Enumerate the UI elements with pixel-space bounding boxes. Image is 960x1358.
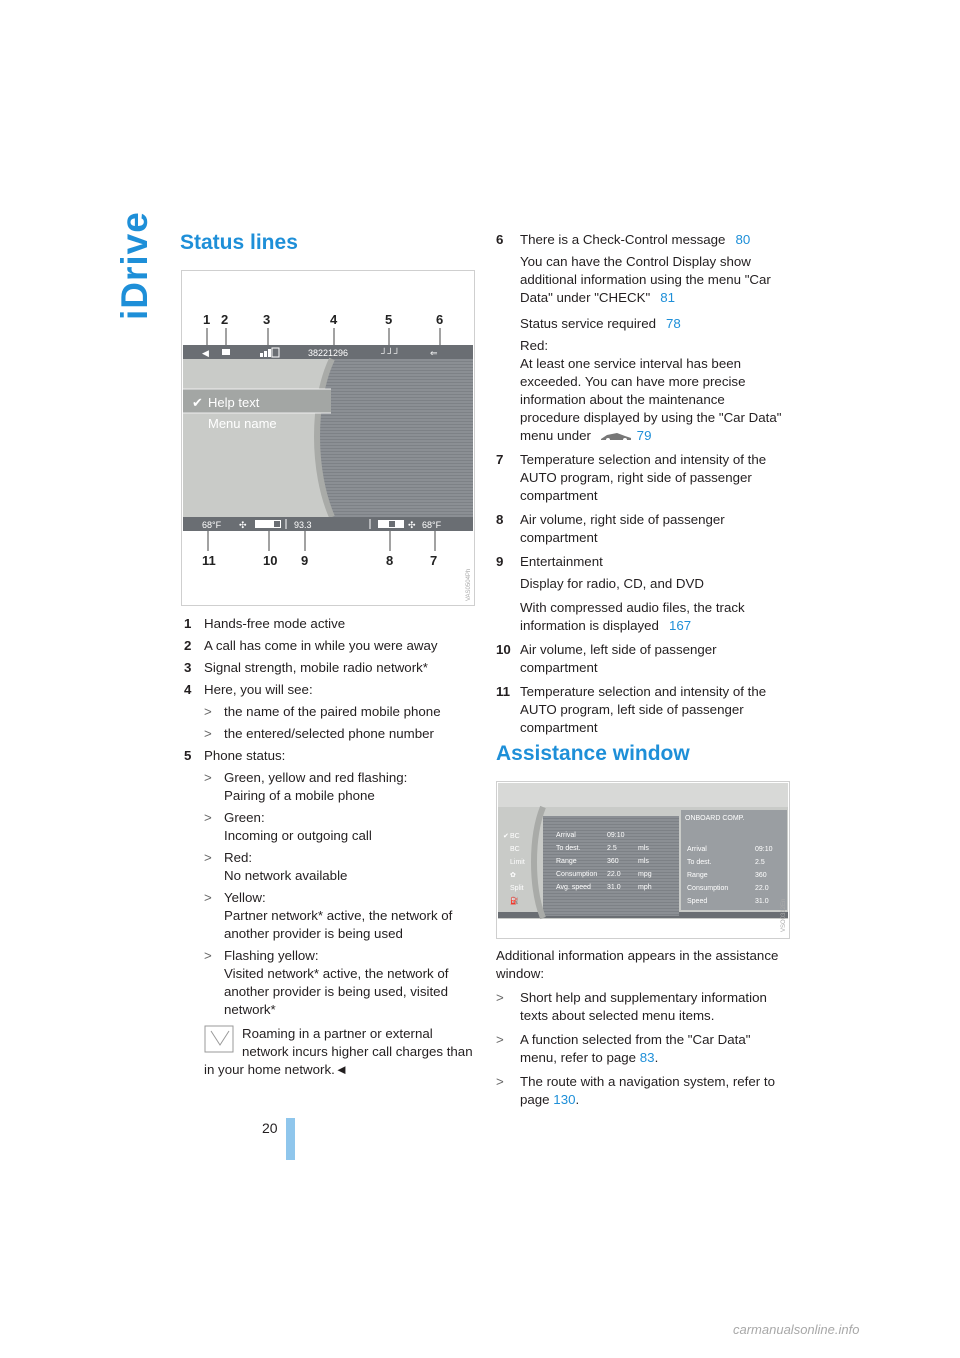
svg-text:360: 360 <box>755 872 767 879</box>
svg-text:mpg: mpg <box>638 871 652 878</box>
page-number: 20 <box>262 1120 278 1136</box>
chapter-side-title <box>112 211 158 328</box>
bullet-item: > The route with a navigation system, refer to page 130. <box>496 1074 775 1107</box>
note-icon <box>204 1025 234 1053</box>
status-lines-list-continued <box>496 231 788 741</box>
page-ref-link[interactable]: 78 <box>666 316 681 331</box>
svg-text:✔: ✔ <box>503 833 509 840</box>
callout-7: 7 <box>430 553 438 568</box>
paragraph: With compressed audio files, the track information is displayed 167 <box>520 600 745 633</box>
svg-text:mls: mls <box>638 858 649 865</box>
callout-6: 6 <box>436 312 444 327</box>
sub-item: > Green, yellow and red flashing: Pairing of a mobile phone <box>204 770 408 803</box>
assist-menu-limit: Limit <box>510 859 525 866</box>
list-item: 8 Air volume, right side of passenger compartment <box>496 512 725 545</box>
temp-right: 68°F <box>422 520 442 530</box>
note-text: Roaming in a partner or external network incurs higher call charges than in your home network.◄ <box>204 1026 473 1077</box>
svg-text:✣: ✣ <box>239 520 247 530</box>
svg-text:VAS0504Ph: VAS0504Ph <box>466 568 472 601</box>
assistance-text <box>496 947 788 1113</box>
list-item: 10 Air volume, left side of passenger compartment <box>496 642 717 675</box>
svg-text:Consumption: Consumption <box>556 871 598 878</box>
page-marker-bar <box>286 1118 295 1160</box>
status-lines-list <box>184 615 476 1079</box>
svg-text:2.5: 2.5 <box>755 859 765 866</box>
svg-text:Speed: Speed <box>687 898 708 905</box>
page-ref-link[interactable]: 83 <box>639 1050 655 1065</box>
svg-text:◀: ◀ <box>202 348 209 358</box>
page-ref-link[interactable]: 79 <box>636 428 652 443</box>
list-item: 4 Here, you will see: <box>184 682 313 697</box>
section-heading-assistance-window: Assistance window <box>496 742 690 765</box>
list-item: 2 A call has come in while you were away <box>184 638 438 653</box>
svg-text:✔: ✔ <box>192 395 203 410</box>
paragraph: At least one service interval has been exceeded. You can have more precise information about the maintenance procedure displayed by using the "Car Data" menu under 79 <box>520 356 782 443</box>
bullet-item: > A function selected from the "Car Data" menu, refer to page 83. <box>496 1032 751 1065</box>
callout-1: 1 <box>203 312 211 327</box>
svg-text:┘┘┘: ┘┘┘ <box>381 348 401 358</box>
list-item: 5 Phone status: <box>184 748 286 763</box>
svg-text:✿: ✿ <box>510 872 516 879</box>
svg-text:mph: mph <box>638 884 652 891</box>
section-heading-status-lines: Status lines <box>180 231 298 254</box>
assist-menu-split: Split <box>510 885 524 892</box>
callout-9: 9 <box>301 553 309 568</box>
control-display-illustration <box>182 271 474 605</box>
list-item: 7 Temperature selection and intensity of the AUTO program, right side of passenger compartment <box>496 452 767 503</box>
sub-item: > Yellow: Partner network* active, the network of another provider is being used <box>204 890 453 941</box>
svg-text:Consumption: Consumption <box>687 885 729 892</box>
assist-menu-bc2: BC <box>510 846 520 853</box>
svg-text:⇐: ⇐ <box>430 348 438 358</box>
radio-frequency: 93.3 <box>294 520 312 530</box>
menu-name-item: Menu name <box>208 416 277 431</box>
page-ref-link[interactable]: 81 <box>660 290 675 305</box>
svg-text:22.0: 22.0 <box>607 871 621 878</box>
sub-item: > Flashing yellow: Visited network* active, the network of another provider is being used, visited network* <box>204 948 449 1017</box>
sub-item: > Green: Incoming or outgoing call <box>204 810 372 843</box>
svg-text:360: 360 <box>607 858 619 865</box>
svg-text:2.5: 2.5 <box>607 845 617 852</box>
svg-text:Arrival: Arrival <box>687 846 707 853</box>
list-item: 9 Entertainment <box>496 554 603 569</box>
page-ref-link[interactable]: 130 <box>553 1092 576 1107</box>
watermark: carmanualsonline.info <box>733 1322 860 1337</box>
onboard-comp-title: ONBOARD COMP. <box>685 815 745 822</box>
sub-item: > Red: No network available <box>204 850 348 883</box>
callout-11: 11 <box>202 553 216 568</box>
note-block <box>204 1025 476 1079</box>
list-item: 6 There is a Check-Control message 80 <box>496 232 751 247</box>
page-ref-link[interactable]: 80 <box>735 232 751 247</box>
sub-item: > the name of the paired mobile phone <box>204 704 441 719</box>
svg-text:VSO0312En: VSO0312En <box>781 898 787 932</box>
svg-text:⛽: ⛽ <box>510 898 519 905</box>
svg-text:09:10: 09:10 <box>607 832 625 839</box>
paragraph: Status service required 78 <box>520 316 681 331</box>
svg-text:Avg. speed: Avg. speed <box>556 884 591 891</box>
status-lines-figure <box>181 270 475 606</box>
svg-text:mls: mls <box>638 845 649 852</box>
page-ref-link[interactable]: 167 <box>668 618 692 633</box>
svg-text:To dest.: To dest. <box>687 859 712 866</box>
paragraph: Red: <box>520 338 549 353</box>
paragraph: Display for radio, CD, and DVD <box>520 576 705 591</box>
assistance-window-figure <box>496 781 790 939</box>
callout-4: 4 <box>330 312 338 327</box>
callout-5: 5 <box>385 312 393 327</box>
svg-text:To dest.: To dest. <box>556 845 581 852</box>
svg-text:✣: ✣ <box>408 520 416 530</box>
callout-3: 3 <box>263 312 271 327</box>
list-item: 1 Hands-free mode active <box>184 616 346 631</box>
chapter-title-text: iDrive <box>114 211 155 320</box>
assistance-display-illustration <box>497 782 789 938</box>
svg-text:09:10: 09:10 <box>755 846 773 853</box>
list-item: 11 Temperature selection and intensity of the AUTO program, left side of passenger compartment <box>496 684 767 735</box>
svg-text:Range: Range <box>687 872 708 879</box>
paragraph: You can have the Control Display show additional information using the menu "Car Data" under "CHECK" 81 <box>520 254 771 305</box>
phone-number-display: 38221296 <box>308 348 349 358</box>
assist-menu-bc: BC <box>510 833 520 840</box>
car-data-icon <box>599 429 633 443</box>
callout-2: 2 <box>221 312 229 327</box>
sub-item: > the entered/selected phone number <box>204 726 434 741</box>
callout-10: 10 <box>263 553 278 568</box>
list-item: 3 Signal strength, mobile radio network* <box>184 660 428 675</box>
bullet-item: > Short help and supplementary information texts about selected menu items. <box>496 990 767 1023</box>
help-text-item: Help text <box>208 395 260 410</box>
svg-text:Arrival: Arrival <box>556 832 576 839</box>
svg-text:22.0: 22.0 <box>755 885 769 892</box>
svg-text:31.0: 31.0 <box>607 884 621 891</box>
temp-left: 68°F <box>202 520 222 530</box>
callout-8: 8 <box>386 553 394 568</box>
paragraph: Additional information appears in the assistance window: <box>496 948 779 981</box>
svg-text:31.0: 31.0 <box>755 898 769 905</box>
svg-text:Range: Range <box>556 858 577 865</box>
